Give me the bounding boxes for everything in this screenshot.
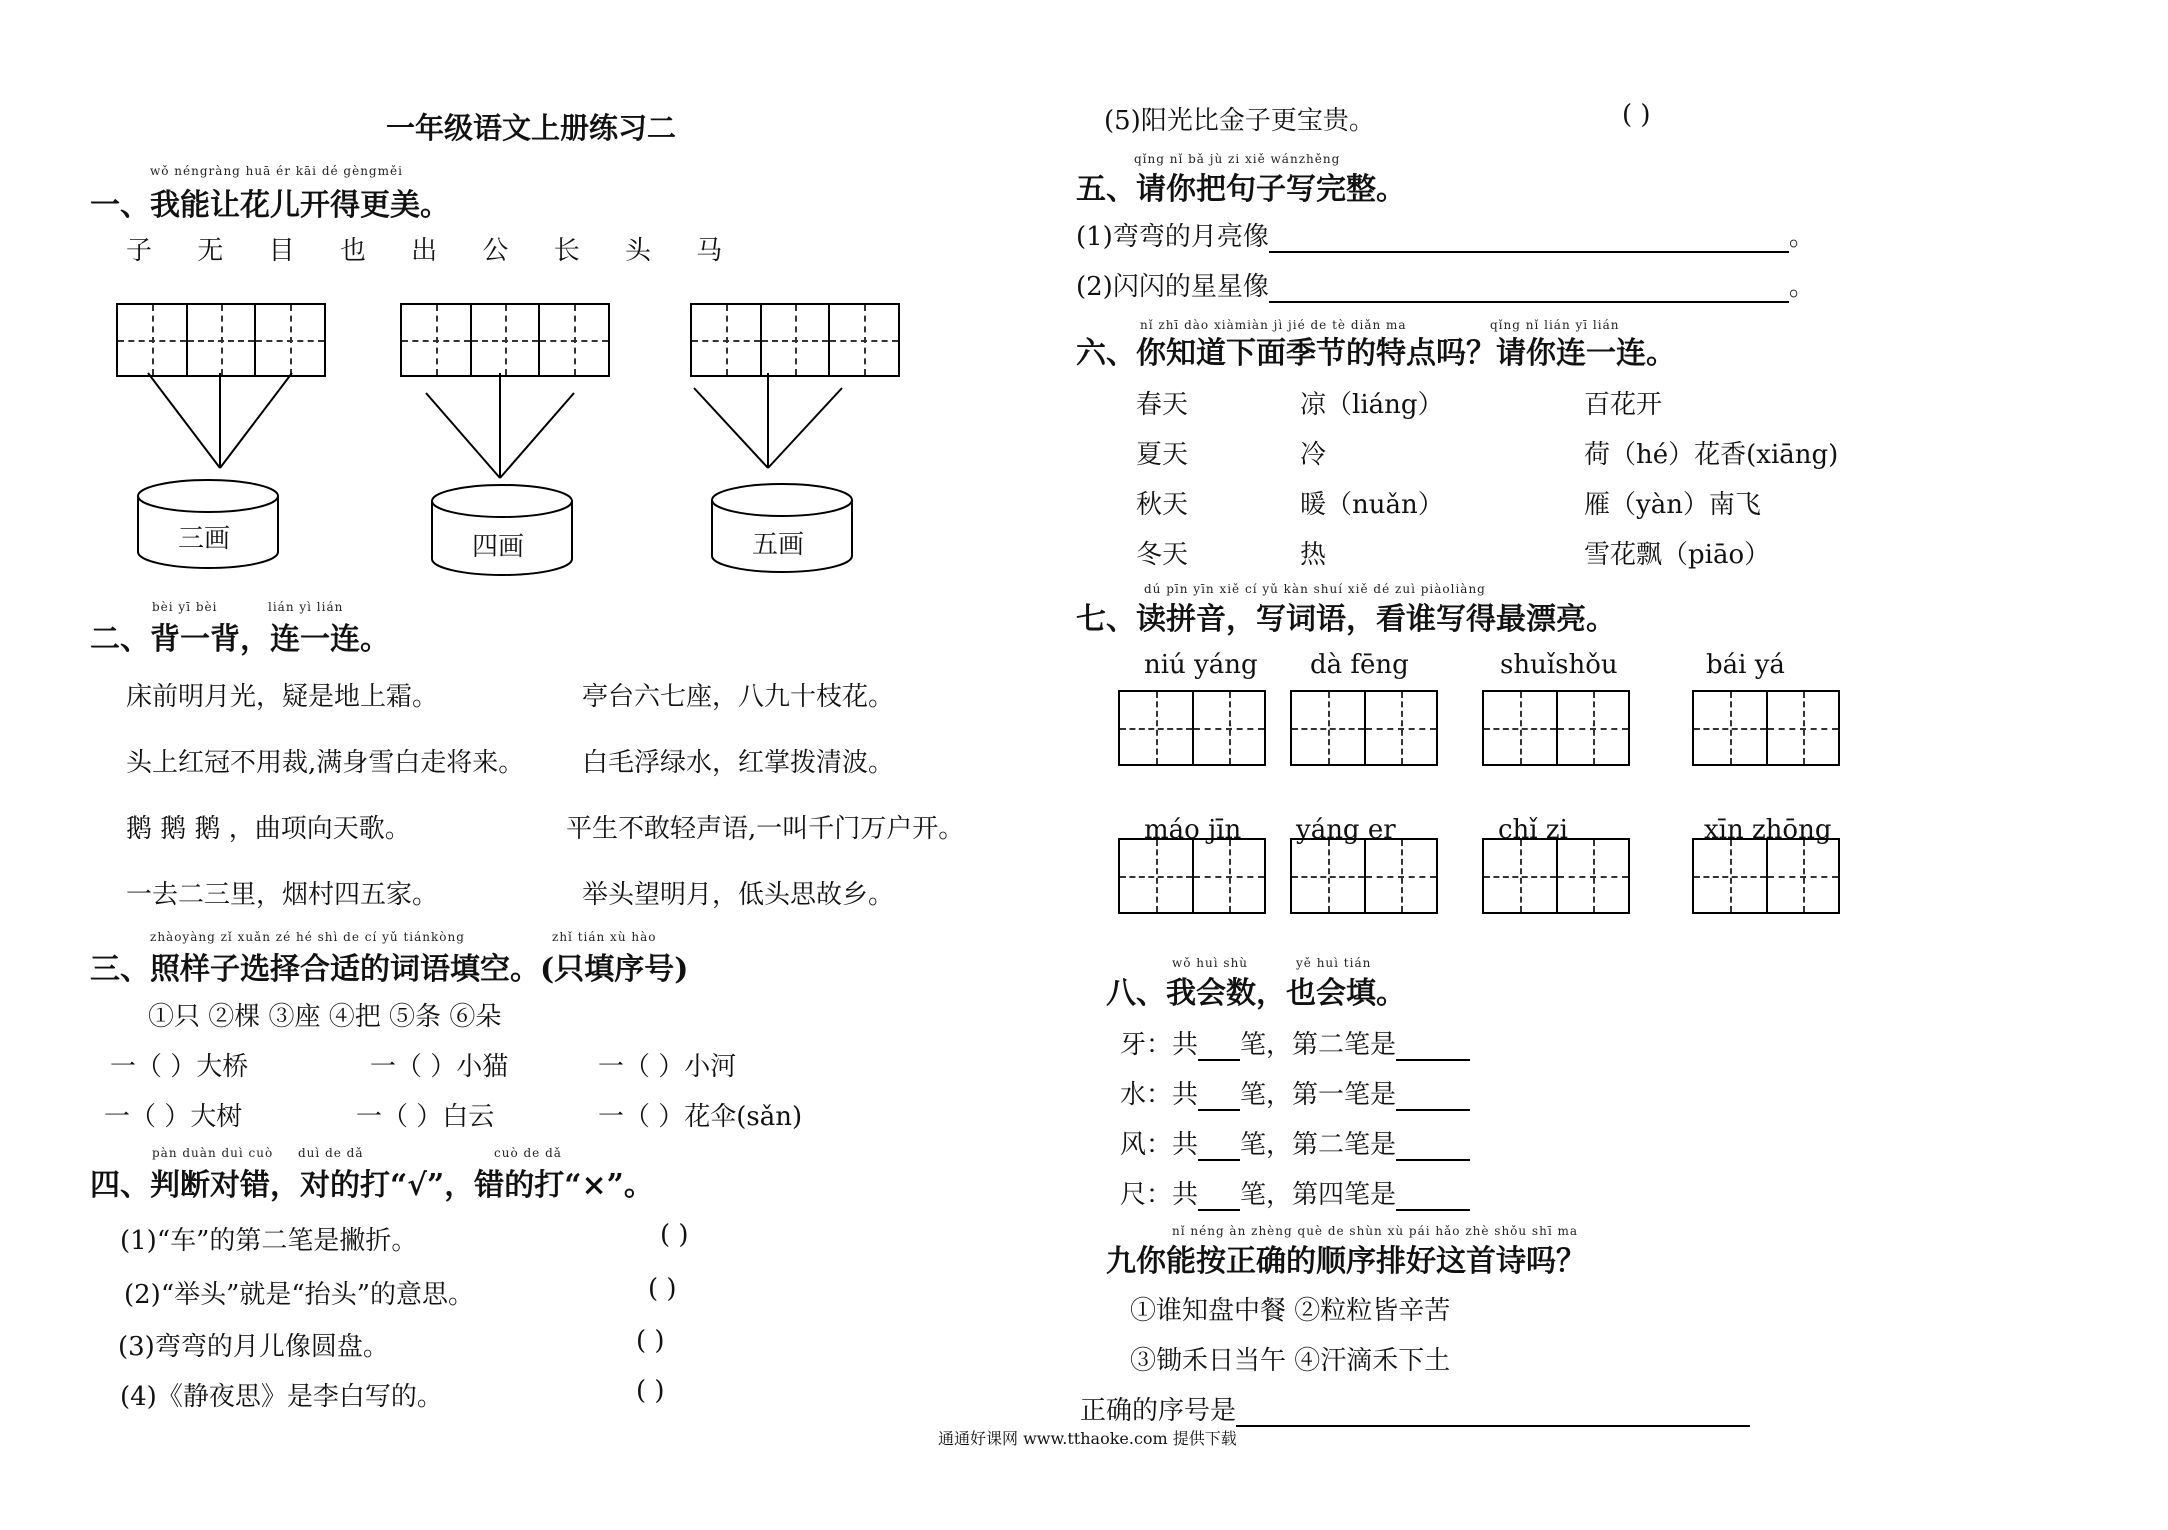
s2-right-line[interactable]: 举头望明月，低头思故乡。 <box>582 880 895 910</box>
s9-answer-line[interactable] <box>1236 1399 1750 1427</box>
s1-pinyin: wǒ néngràng huā ér kāi dé gèngměi <box>150 164 403 178</box>
s8-char: 风 <box>1120 1130 1147 1160</box>
s2-left-line[interactable]: 一去二三里，烟村四五家。 <box>126 880 439 910</box>
s3-blank[interactable]: 一（ ）小猫 <box>370 1052 509 1082</box>
s6-pinyin-1: nǐ zhī dào xiàmiàn jì jié de tè diǎn ma <box>1140 318 1407 332</box>
s7-write-grid[interactable] <box>1290 838 1438 914</box>
page-title: 一年级语文上册练习二 <box>386 111 677 145</box>
s2-heading: 二、背一背，连一连。 <box>90 622 390 657</box>
s9-heading: 九你能按正确的顺序排好这首诗吗？ <box>1106 1244 1586 1279</box>
s3-options: ①只 ②棵 ③座 ④把 ⑤条 ⑥朵 <box>148 1002 502 1032</box>
s8-pinyin-1: wǒ huì shù <box>1172 956 1249 970</box>
s8-mid: 笔，第四笔是 <box>1240 1180 1397 1210</box>
s5-answer-line[interactable] <box>1269 275 1789 303</box>
s7-pinyin-word: bái yá <box>1706 650 1785 680</box>
s8-count-blank[interactable] <box>1198 1133 1240 1161</box>
s1-char: 出 <box>411 236 438 266</box>
s1-char: 马 <box>696 236 723 266</box>
s8-char: 牙 <box>1120 1030 1147 1060</box>
s5-pinyin: qǐng nǐ bǎ jù zi xiě wánzhěng <box>1134 152 1341 166</box>
s8-count-blank[interactable] <box>1198 1083 1240 1111</box>
pot-label: 五画 <box>752 530 805 560</box>
s6-season[interactable]: 夏天 <box>1136 440 1189 470</box>
s3-pinyin-1: zhàoyàng zǐ xuǎn zé hé shì de cí yǔ tiánkòng <box>150 930 465 944</box>
s7-write-grid[interactable] <box>1692 838 1840 914</box>
s2-pinyin-1: bèi yī bèi <box>152 600 218 614</box>
s8-char: 水 <box>1120 1080 1147 1110</box>
s4-heading: 四、判断对错，对的打“√”，错的打“×”。 <box>90 1168 654 1203</box>
s7-pinyin-word: yáng er <box>1296 815 1396 845</box>
pot-label: 四画 <box>472 532 525 562</box>
s7-pinyin-word: shuǐshǒu <box>1500 650 1618 680</box>
s3-blank[interactable]: 一（ ）大树 <box>104 1102 243 1132</box>
s6-temperature[interactable]: 凉（liáng） <box>1300 390 1444 420</box>
s1-char: 子 <box>126 236 153 266</box>
s7-write-grid[interactable] <box>1118 838 1266 914</box>
s4-item: (1)“车”的第二笔是撇折。 <box>120 1226 418 1256</box>
s7-write-grid[interactable] <box>1482 690 1630 766</box>
s1-char: 无 <box>197 236 224 266</box>
s3-blank[interactable]: 一（ ）大桥 <box>110 1052 249 1082</box>
s8-gong: ：共 <box>1146 1130 1199 1160</box>
s8-stroke-blank[interactable] <box>1396 1183 1470 1211</box>
s8-stroke-blank[interactable] <box>1396 1133 1470 1161</box>
s8-heading: 八、我会数，也会填。 <box>1106 976 1406 1011</box>
s6-temperature[interactable]: 热 <box>1300 540 1327 570</box>
s4-item: (4)《静夜思》是李白写的。 <box>120 1382 443 1412</box>
s4-answer-paren[interactable]: ( ) <box>1622 100 1651 130</box>
s9-options-1: ①谁知盘中餐 ②粒粒皆辛苦 <box>1130 1296 1451 1326</box>
s3-blank[interactable]: 一（ ）花伞(sǎn) <box>598 1102 803 1132</box>
s5-sentence <box>1076 266 1815 303</box>
s6-feature[interactable]: 雁（yàn）南飞 <box>1584 490 1761 520</box>
s2-right-line[interactable]: 亭台六七座，八九十枝花。 <box>582 682 895 712</box>
s1-char: 头 <box>624 236 651 266</box>
s4-answer-paren[interactable]: ( ) <box>636 1326 665 1356</box>
s2-right-line[interactable]: 白毛浮绿水，红掌拨清波。 <box>582 748 895 778</box>
s1-char: 也 <box>339 236 366 266</box>
s8-stroke-blank[interactable] <box>1396 1083 1470 1111</box>
s8-row <box>1120 1124 1470 1161</box>
s6-pinyin-2: qǐng nǐ lián yī lián <box>1490 318 1620 332</box>
s4-answer-paren[interactable]: ( ) <box>648 1274 677 1304</box>
s1-char: 公 <box>482 236 509 266</box>
s3-blank[interactable]: 一（ ）小河 <box>598 1052 737 1082</box>
s5-sentence <box>1076 216 1815 253</box>
s8-mid: 笔，第二笔是 <box>1240 1130 1397 1160</box>
s7-pinyin-word: chǐ zi <box>1498 815 1568 845</box>
s1-char: 目 <box>268 236 295 266</box>
s8-count-blank[interactable] <box>1198 1033 1240 1061</box>
s8-pinyin-2: yě huì tián <box>1296 956 1372 970</box>
s5-answer-line[interactable] <box>1269 225 1789 253</box>
pot-label: 三画 <box>178 524 231 554</box>
s4-answer-paren[interactable]: ( ) <box>636 1376 665 1406</box>
s5-period: 。 <box>1788 272 1815 302</box>
s6-feature[interactable]: 百花开 <box>1584 390 1663 420</box>
s4-pinyin-3: cuò de dǎ <box>494 1146 562 1160</box>
s9-pinyin: nǐ néng àn zhèng què de shùn xù pái hǎo zhè shǒu shī ma <box>1172 1224 1579 1238</box>
s2-right-line[interactable]: 平生不敢轻声语,一叫千门万户开。 <box>566 814 965 844</box>
s1-heading: 一、我能让花儿开得更美。 <box>90 188 450 223</box>
s4-item: (5)阳光比金子更宝贵。 <box>1104 106 1375 136</box>
s1-char: 长 <box>553 236 580 266</box>
s8-gong: ：共 <box>1146 1180 1199 1210</box>
s7-pinyin-word: niú yáng <box>1144 650 1258 680</box>
footer-credit: 通通好课网 www.tthaoke.com 提供下载 <box>938 1429 1237 1448</box>
s8-gong: ：共 <box>1146 1080 1199 1110</box>
s3-blank[interactable]: 一（ ）白云 <box>356 1102 495 1132</box>
s2-pinyin-2: lián yì lián <box>268 600 344 614</box>
s6-heading: 六、你知道下面季节的特点吗？请你连一连。 <box>1076 336 1676 371</box>
s2-left-line[interactable]: 床前明月光，疑是地上霜。 <box>126 682 439 712</box>
s5-sentence-start: (1)弯弯的月亮像 <box>1076 222 1269 252</box>
s4-item: (2)“举头”就是“抬头”的意思。 <box>124 1280 474 1310</box>
s5-sentence-start: (2)闪闪的星星像 <box>1076 272 1269 302</box>
s7-pinyin-word: xīn zhōng <box>1704 815 1832 845</box>
s8-stroke-blank[interactable] <box>1396 1033 1470 1061</box>
s4-answer-paren[interactable]: ( ) <box>660 1220 689 1250</box>
s8-row <box>1120 1074 1470 1111</box>
s8-count-blank[interactable] <box>1198 1183 1240 1211</box>
s3-pinyin-2: zhǐ tián xù hào <box>552 930 657 944</box>
s8-char: 尺 <box>1120 1180 1147 1210</box>
s7-pinyin: dú pīn yīn xiě cí yǔ kàn shuí xiě dé zuì piàoliàng <box>1144 582 1486 596</box>
s7-pinyin-word: dà fēng <box>1310 650 1409 680</box>
s4-pinyin-1: pàn duàn duì cuò <box>152 1146 274 1160</box>
s8-row <box>1120 1024 1470 1061</box>
s6-feature[interactable]: 雪花飘（piāo） <box>1584 540 1771 570</box>
s4-item: (3)弯弯的月儿像圆盘。 <box>118 1332 389 1362</box>
s7-write-grid[interactable] <box>1482 838 1630 914</box>
s7-pinyin-word: máo jīn <box>1144 815 1242 845</box>
s6-season[interactable]: 秋天 <box>1136 490 1189 520</box>
s7-write-grid[interactable] <box>1692 690 1840 766</box>
s6-feature[interactable]: 荷（hé）花香(xiāng) <box>1584 440 1839 470</box>
s7-write-grid[interactable] <box>1118 690 1266 766</box>
s7-write-grid[interactable] <box>1290 690 1438 766</box>
s7-heading: 七、读拼音，写词语，看谁写得最漂亮。 <box>1076 602 1616 637</box>
s5-heading: 五、请你把句子写完整。 <box>1076 172 1406 207</box>
s8-mid: 笔，第二笔是 <box>1240 1030 1397 1060</box>
s6-temperature[interactable]: 暖（nuǎn） <box>1300 490 1444 520</box>
s8-mid: 笔，第一笔是 <box>1240 1080 1397 1110</box>
s6-season[interactable]: 春天 <box>1136 390 1189 420</box>
s3-heading: 三、照样子选择合适的词语填空。(只填序号) <box>90 952 689 987</box>
s9-answer <box>1080 1390 1750 1427</box>
s6-season[interactable]: 冬天 <box>1136 540 1189 570</box>
s5-period: 。 <box>1788 222 1815 252</box>
s8-row <box>1120 1174 1470 1211</box>
s4-pinyin-2: duì de dǎ <box>298 1146 364 1160</box>
s9-options-2: ③锄禾日当午 ④汗滴禾下土 <box>1130 1346 1451 1376</box>
s2-left-line[interactable]: 头上红冠不用裁,满身雪白走将来。 <box>126 748 525 778</box>
s6-temperature[interactable]: 冷 <box>1300 440 1327 470</box>
s2-left-line[interactable]: 鹅 鹅 鹅 ，曲项向天歌。 <box>126 814 411 844</box>
s9-answer-label: 正确的序号是 <box>1080 1396 1237 1426</box>
s8-gong: ：共 <box>1146 1030 1199 1060</box>
